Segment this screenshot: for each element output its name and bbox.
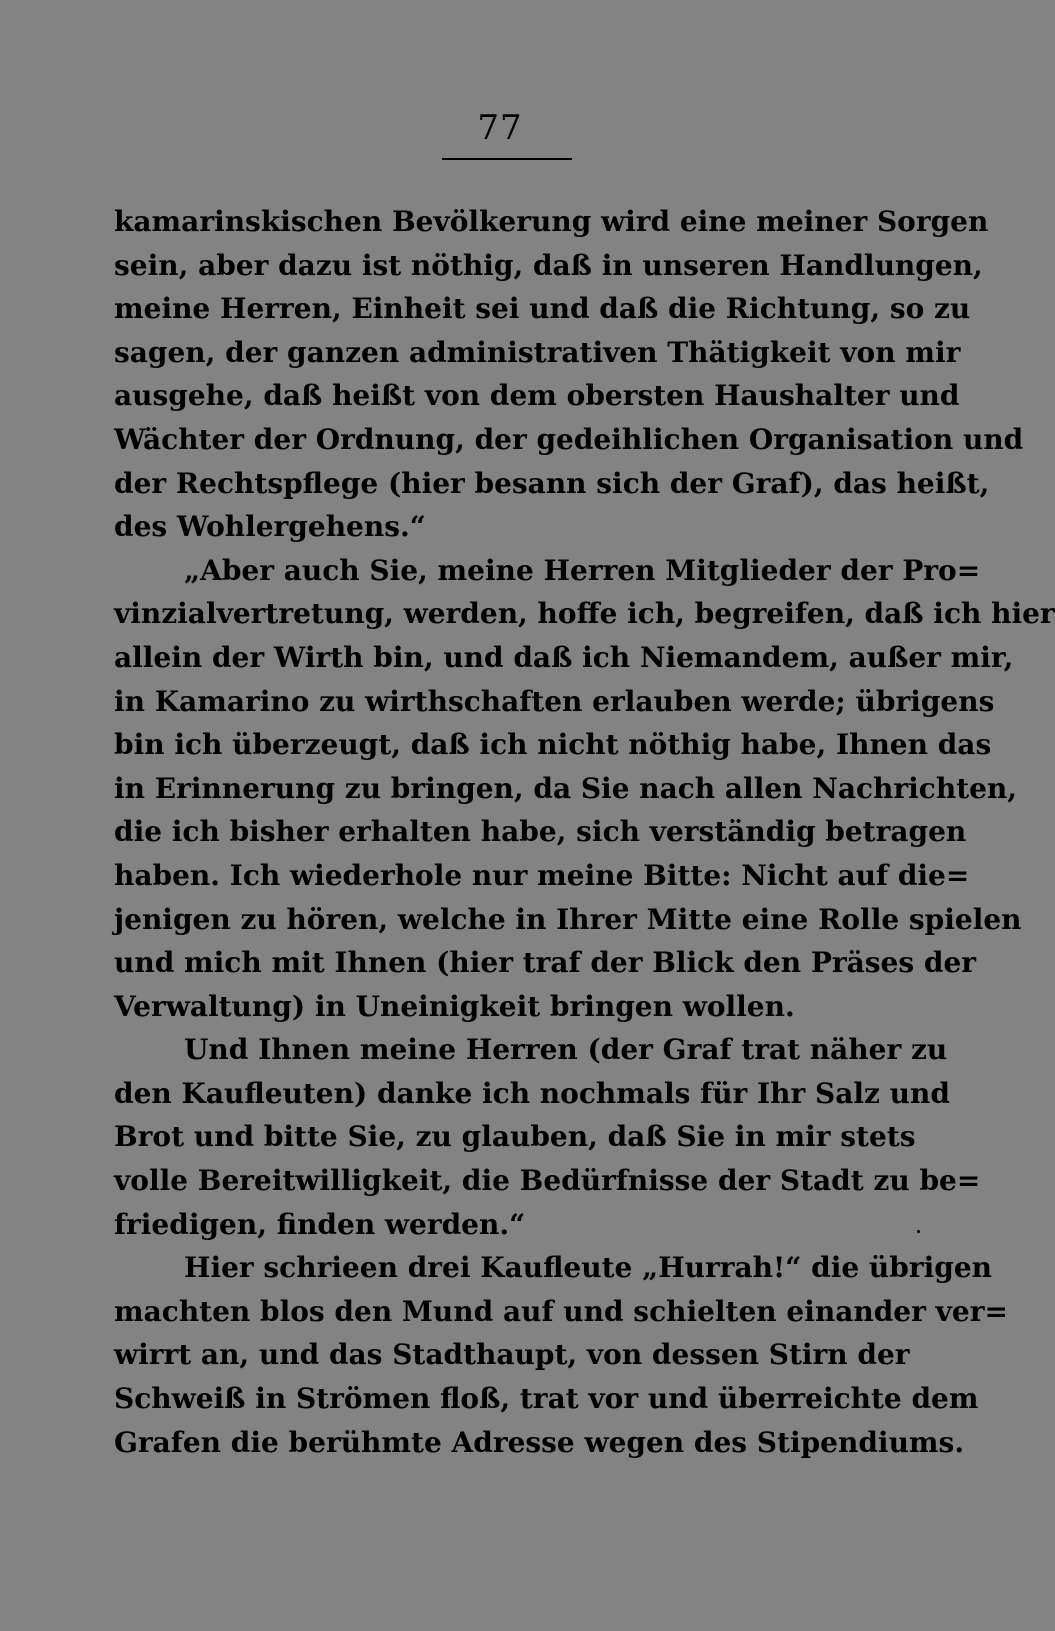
margin-speck (917, 1230, 920, 1233)
text-line: die ich bisher erhalten habe, sich verständig betragen (114, 815, 967, 849)
text-line: Wächter der Ordnung, der gedeihlichen Organisation und (114, 422, 1024, 456)
text-line: und mich mit Ihnen (hier traf der Blick den Präses der (114, 946, 977, 980)
text-line: Grafen die berühmte Adresse wegen des Stipendiums. (114, 1425, 965, 1459)
text-line: „Aber auch Sie, meine Herren Mitglieder der Pro= (184, 553, 981, 587)
text-line: ausgehe, daß heißt von dem obersten Haushalter und (114, 379, 960, 413)
text-line: allein der Wirth bin, und daß ich Niemandem, außer mir, (114, 640, 1014, 674)
text-line: des Wohlergehens.“ (114, 510, 426, 544)
text-line: bin ich überzeugt, daß ich nicht nöthig habe, Ihnen das (114, 728, 992, 762)
text-line: meine Herren, Einheit sei und daß die Richtung, so zu (114, 292, 971, 326)
page-number-rule (442, 158, 572, 160)
page-number: 77 (477, 108, 523, 148)
text-line: friedigen, finden werden.“ (114, 1207, 526, 1241)
text-line: vinzialvertretung, werden, hoffe ich, begreifen, daß ich hier (114, 597, 1055, 631)
text-line: machten blos den Mund auf und schielten einander ver= (114, 1294, 1008, 1328)
text-line: Und Ihnen meine Herren (der Graf trat näher zu (184, 1033, 948, 1067)
text-line: haben. Ich wiederhole nur meine Bitte: Nicht auf die= (114, 858, 970, 892)
text-line: der Rechtspflege (hier besann sich der Graf), das heißt, (114, 466, 990, 500)
body-text (114, 200, 1055, 1464)
text-line: Schweiß in Strömen floß, trat vor und überreichte dem (114, 1382, 979, 1416)
text-line: in Erinnerung zu bringen, da Sie nach allen Nachrichten, (114, 771, 1018, 805)
text-line: Hier schrieen drei Kaufleute „Hurrah!“ die übrigen (184, 1251, 993, 1285)
text-line: kamarinskischen Bevölkerung wird eine meiner Sorgen (114, 205, 989, 238)
text-line: in Kamarino zu wirthschaften erlauben werde; übrigens (114, 684, 995, 718)
text-line: jenigen zu hören, welche in Ihrer Mitte eine Rolle spielen (114, 902, 1022, 936)
text-line: volle Bereitwilligkeit, die Bedürfnisse der Stadt zu be= (114, 1164, 981, 1198)
text-line: sein, aber dazu ist nöthig, daß in unseren Handlungen, (114, 248, 983, 282)
text-line: den Kaufleuten) danke ich nochmals für Ihr Salz und (114, 1076, 950, 1110)
text-line: Verwaltung) in Uneinigkeit bringen wollen. (114, 989, 795, 1023)
text-line: sagen, der ganzen administrativen Thätigkeit von mir (114, 335, 961, 369)
text-line: Brot und bitte Sie, zu glauben, daß Sie in mir stets (114, 1120, 916, 1154)
text-line: wirrt an, und das Stadthaupt, von dessen Stirn der (114, 1338, 910, 1372)
